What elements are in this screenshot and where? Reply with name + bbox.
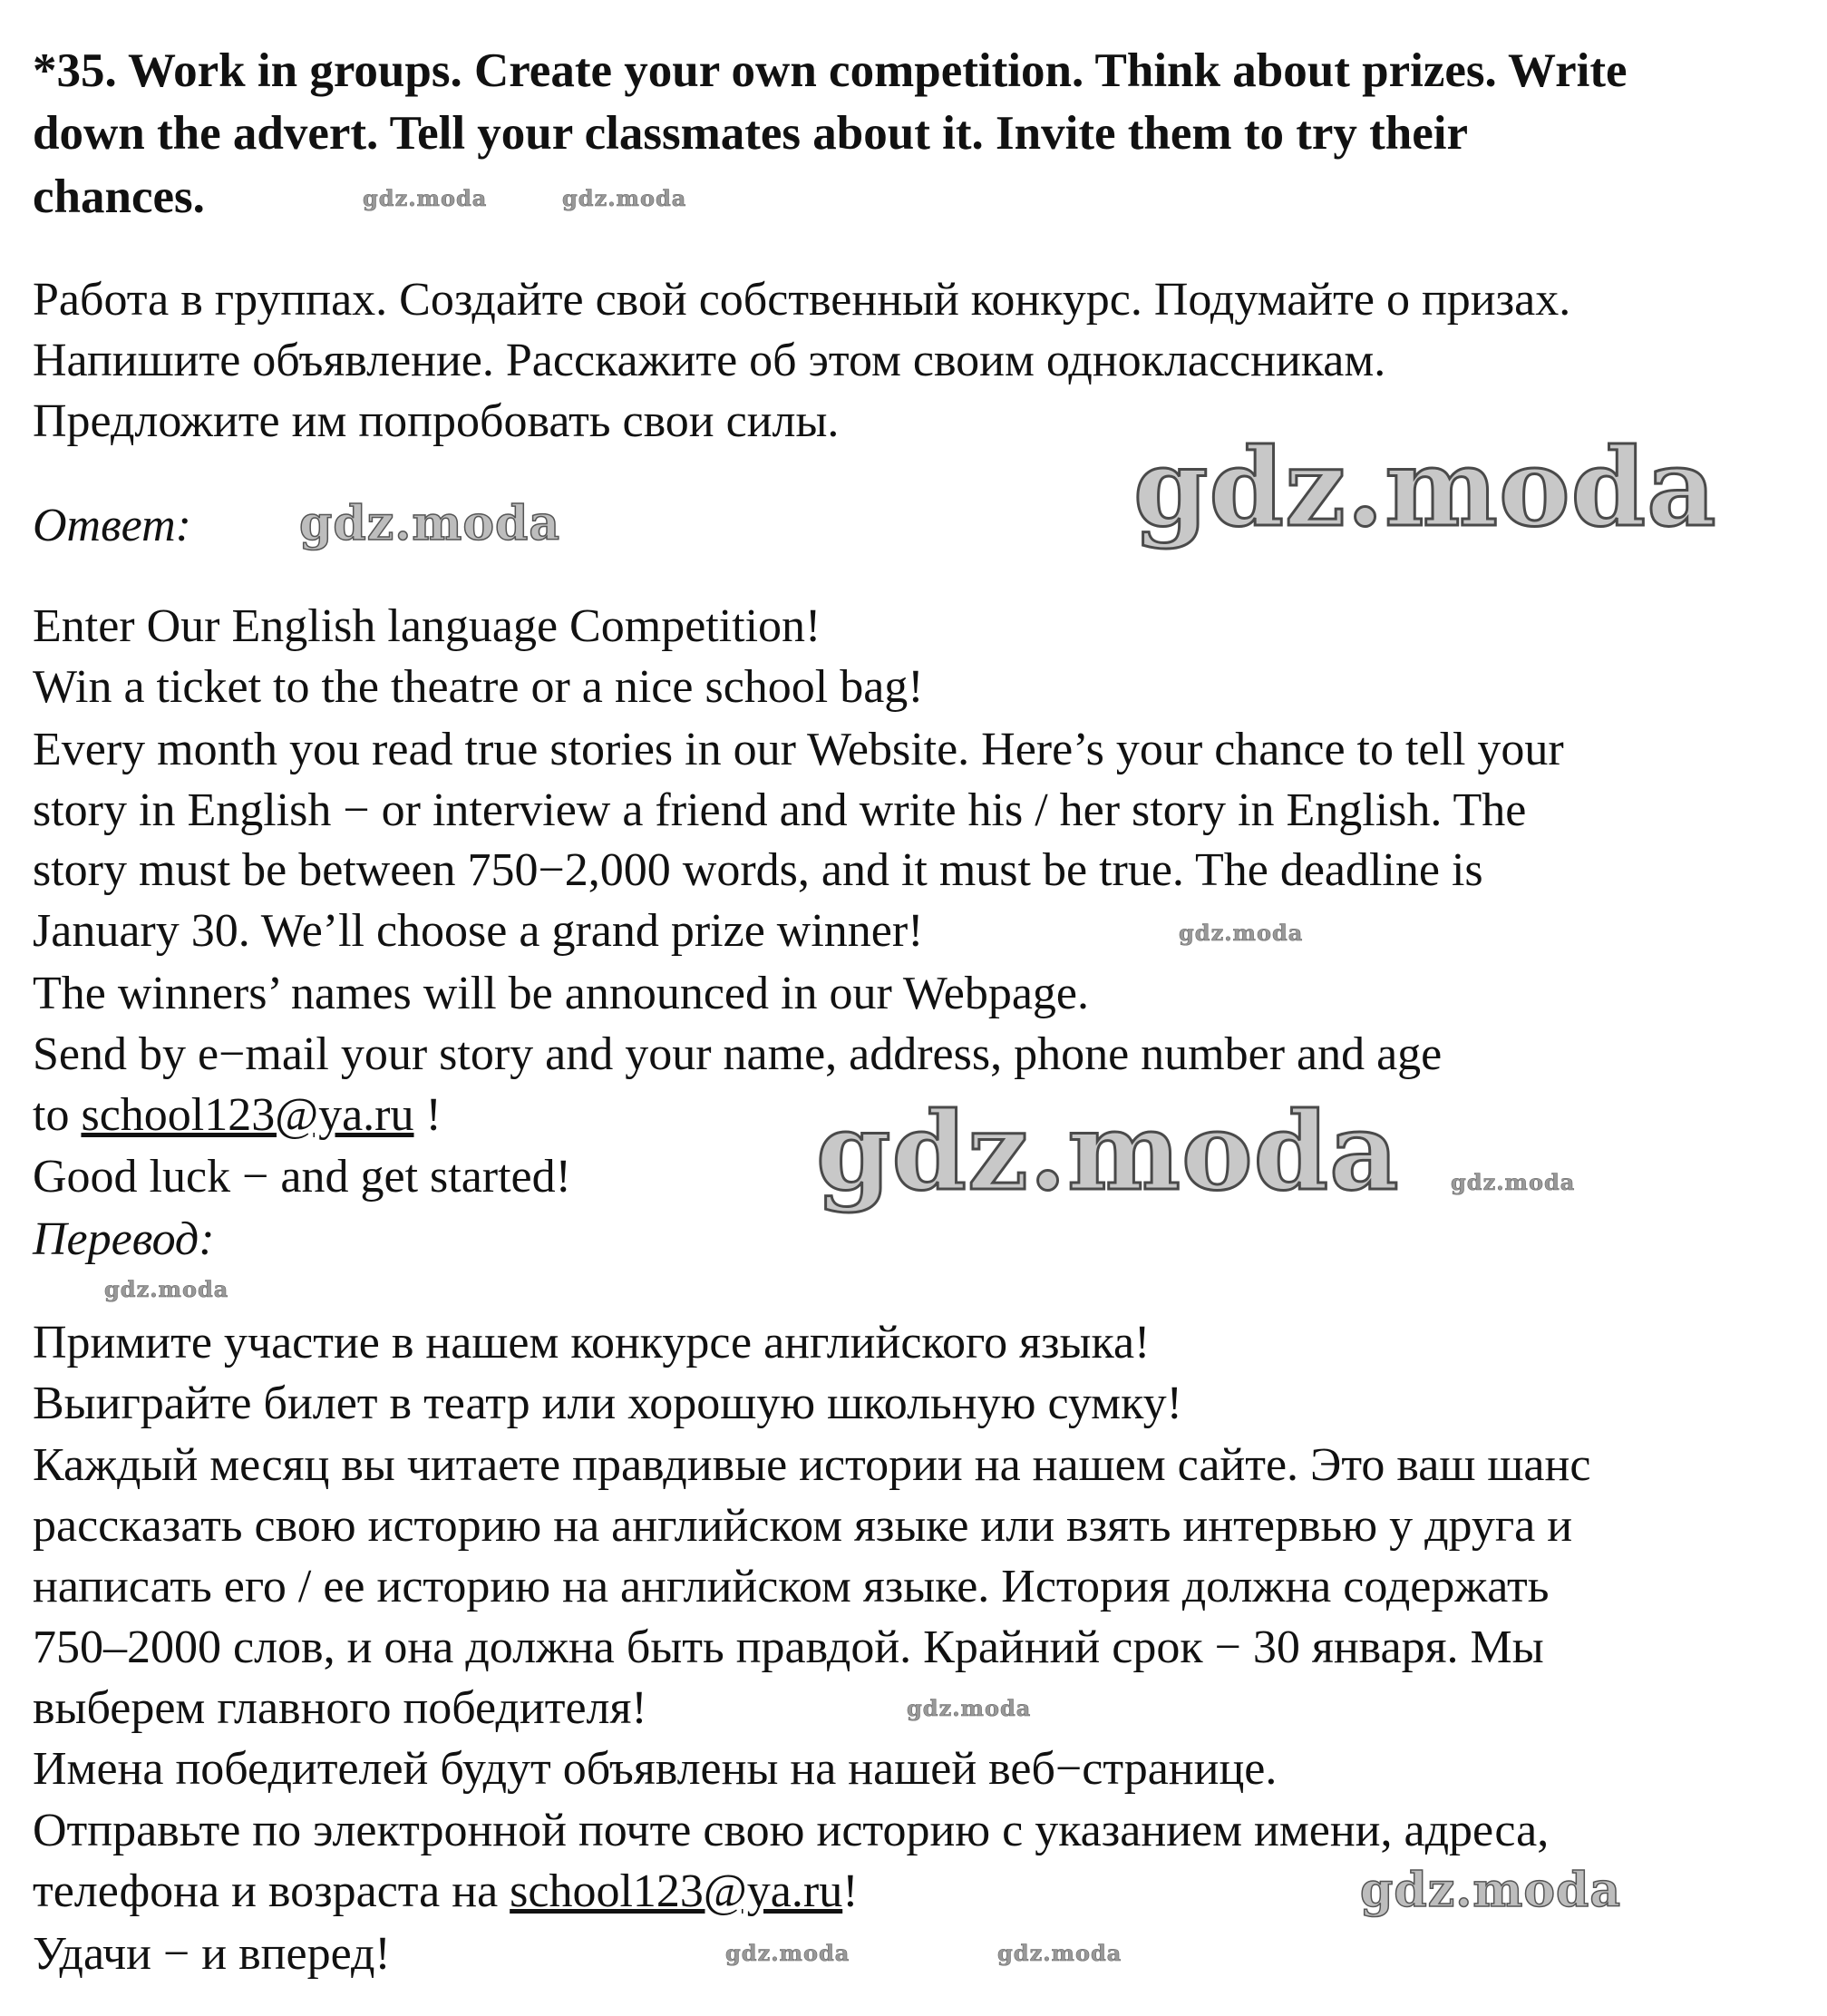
answer-line: January 30. We’ll choose a grand prize winner!	[33, 905, 924, 957]
task-heading-line: *35. Work in groups. Create your own competition. Think about prizes. Write	[33, 44, 1628, 97]
answer-line: Send by e−mail your story and your name, address, phone number and age	[33, 1028, 1443, 1080]
translation-line: Отправьте по электронной почте свою историю с указанием имени, адреса,	[33, 1805, 1550, 1856]
watermark-logo: gdz.moda	[997, 1940, 1122, 1966]
translation-line: выберем главного победителя!	[33, 1682, 647, 1734]
watermark-logo: gdz.moda	[725, 1940, 850, 1966]
translation-line: Выиграйте билет в театр или хорошую школьную сумку!	[33, 1378, 1182, 1429]
answer-email-line	[33, 1085, 442, 1146]
answer-to-prefix: to	[33, 1089, 82, 1141]
translation-line: написать его / ее историю на английском языке. История должна содержать	[33, 1561, 1550, 1612]
answer-line: Every month you read true stories in our Website. Here’s your chance to tell your	[33, 724, 1564, 775]
watermark-logo: gdz.moda	[907, 1695, 1032, 1721]
watermark-logo: gdz.moda	[363, 185, 488, 211]
translation-line: Примите участие в нашем конкурсе английского языка!	[33, 1317, 1151, 1368]
translation-email-suffix: !	[842, 1865, 859, 1917]
translation-line: Имена победителей будут объявлены на нашей веб−странице.	[33, 1743, 1278, 1795]
answer-line: The winners’ names will be announced in our Webpage.	[33, 968, 1089, 1019]
task-heading-line: down the advert. Tell your classmates about it. Invite them to try their	[33, 107, 1469, 160]
watermark-logo: gdz.moda	[816, 1088, 1400, 1214]
task-russian-line: Напишите объявление. Расскажите об этом своим одноклассникам.	[33, 335, 1386, 386]
translation-email-line	[33, 1861, 859, 1923]
translation-label: Перевод:	[33, 1213, 215, 1265]
task-russian-line: Работа в группах. Создайте свой собственный конкурс. Подумайте о призах.	[33, 274, 1571, 326]
watermark-logo: gdz.moda	[299, 496, 561, 551]
answer-line: story in English − or interview a friend and write his / her story in English. The	[33, 784, 1527, 836]
answer-line: Win a ticket to the theatre or a nice school bag!	[33, 661, 924, 713]
watermark-logo: gdz.moda	[1179, 920, 1304, 946]
watermark-logo: gdz.moda	[1451, 1169, 1576, 1195]
translation-last-line: Удачи − и вперед!	[33, 1928, 391, 1980]
answer-label: Ответ:	[33, 500, 191, 551]
task-heading-line: chances.	[33, 170, 205, 223]
answer-email-link[interactable]: school123@ya.ru	[81, 1089, 414, 1141]
answer-line: story must be between 750−2,000 words, and it must be true. The deadline is	[33, 844, 1483, 896]
answer-last-line: Good luck − and get started!	[33, 1151, 571, 1203]
translation-line: 750–2000 слов, и она должна быть правдой. Крайний срок − 30 января. Мы	[33, 1622, 1544, 1673]
watermark-logo: gdz.moda	[1360, 1863, 1622, 1918]
translation-line: Каждый месяц вы читаете правдивые истории на нашем сайте. Это ваш шанс	[33, 1439, 1591, 1491]
translation-email-link[interactable]: school123@ya.ru	[510, 1865, 843, 1917]
task-russian-line: Предложите им попробовать свои силы.	[33, 395, 840, 447]
translation-email-prefix: телефона и возраста на	[33, 1865, 510, 1917]
watermark-logo: gdz.moda	[562, 185, 687, 211]
answer-to-suffix: !	[413, 1089, 442, 1141]
watermark-logo: gdz.moda	[104, 1276, 229, 1302]
answer-line: Enter Our English language Competition!	[33, 600, 821, 652]
translation-line: рассказать свою историю на английском языке или взять интервью у друга и	[33, 1500, 1573, 1552]
watermark-logo: gdz.moda	[1133, 424, 1717, 550]
